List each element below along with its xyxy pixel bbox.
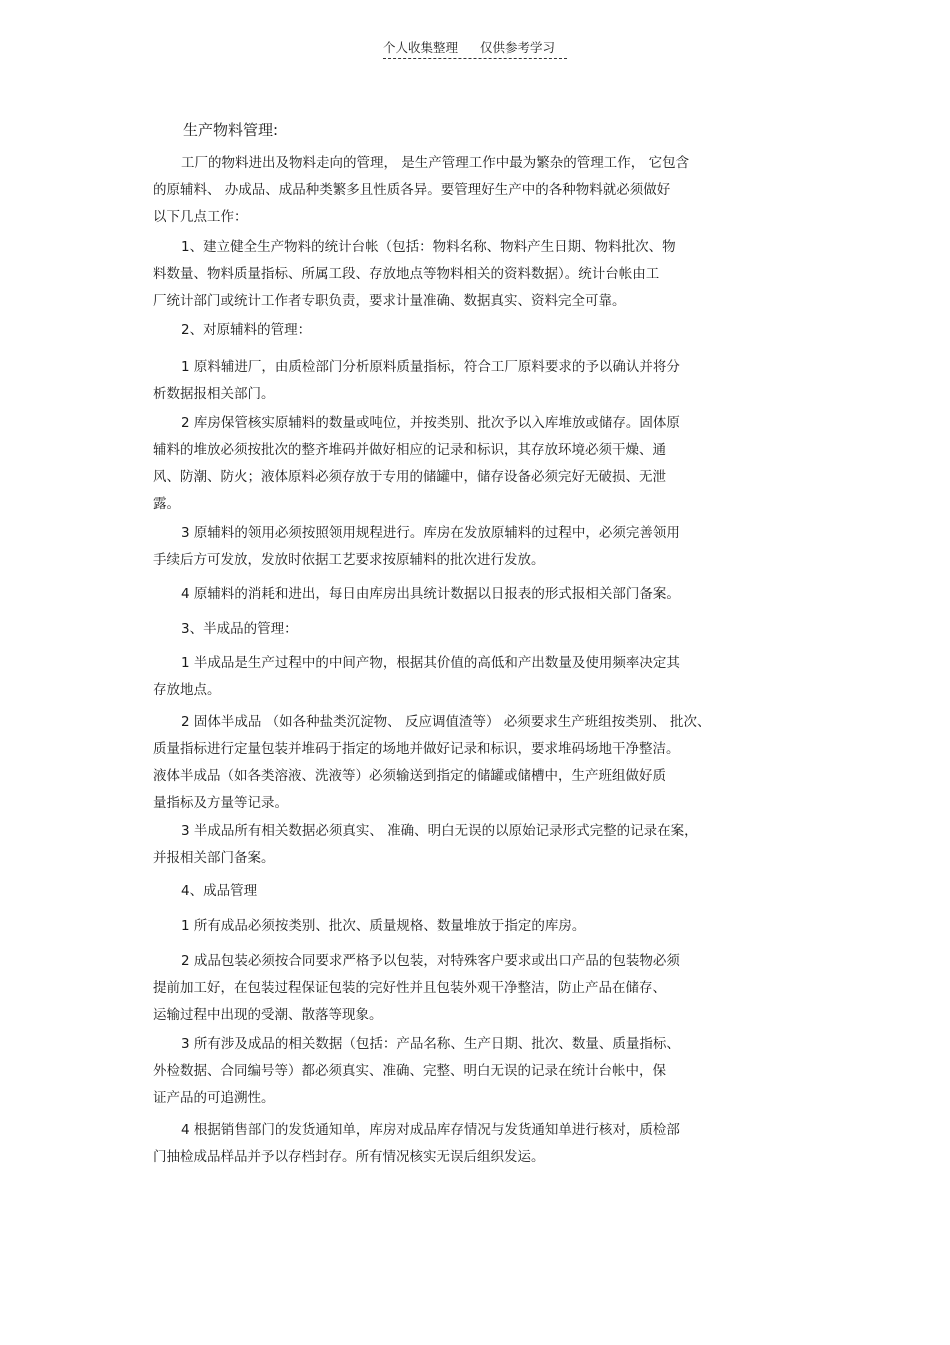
paragraph-line: 工厂的物料进出及物料走向的管理， 是生产管理工作中最为繁杂的管理工作， 它包含	[181, 155, 690, 171]
paragraph	[153, 650, 793, 704]
paragraph-line: 2、对原辅料的管理：	[181, 322, 312, 338]
paragraph-line: 存放地点。	[153, 682, 221, 698]
paragraph-line: 3 所有涉及成品的相关数据（包括：产品名称、生产日期、批次、数量、质量指标、	[181, 1036, 680, 1052]
paragraph-line: 3、半成品的管理：	[181, 621, 298, 637]
paragraph	[153, 520, 793, 574]
paragraph-line: 3 原辅料的领用必须按照领用规程进行。库房在发放原辅料的过程中，必须完善领用	[181, 525, 680, 541]
paragraph-line: 提前加工好，在包装过程保证包装的完好性并且包装外观干净整洁，防止产品在储存、	[153, 980, 666, 996]
paragraph	[153, 913, 793, 940]
paragraph-line: 辅料的堆放必须按批次的整齐堆码并做好相应的记录和标识，其存放环境必须干燥、通	[153, 442, 666, 458]
section-heading	[153, 616, 793, 643]
page-header	[383, 40, 567, 59]
paragraph-line: 质量指标进行定量包装并堆码于指定的场地并做好记录和标识，要求堆码场地干净整洁。	[153, 741, 680, 757]
paragraph	[153, 818, 793, 872]
paragraph-line: 手续后方可发放，发放时依据工艺要求按原辅料的批次进行发放。	[153, 552, 545, 568]
paragraph	[153, 234, 793, 315]
paragraph-line: 并报相关部门备案。	[153, 850, 275, 866]
paragraph	[153, 581, 793, 608]
paragraph-line: 门抽检成品样品并予以存档封存。所有情况核实无误后组织发运。	[153, 1149, 545, 1165]
paragraph-line: 露。	[153, 496, 180, 512]
paragraph	[153, 1117, 793, 1171]
paragraph-line: 外检数据、合同编号等）都必须真实、准确、完整、明白无误的记录在统计台帐中，保	[153, 1063, 666, 1079]
paragraph-line: 4、成品管理	[181, 883, 258, 899]
paragraph-line: 厂统计部门或统计工作者专职负责，要求计量准确、数据真实、资料完全可靠。	[153, 293, 626, 309]
paragraph-line: 2 库房保管核实原辅料的数量或吨位，并按类别、批次予以入库堆放或储存。固体原	[181, 415, 680, 431]
paragraph-line: 1 所有成品必须按类别、批次、质量规格、数量堆放于指定的库房。	[181, 918, 586, 934]
paragraph-line: 风、防潮、防火；液体原料必须存放于专用的储罐中，储存设备必须完好无破损、无泄	[153, 469, 666, 485]
paragraph	[153, 150, 793, 231]
paragraph-line: 以下几点工作：	[153, 209, 248, 225]
paragraph-line: 1、建立健全生产物料的统计台帐（包括：物料名称、物料产生日期、物料批次、物	[181, 239, 676, 255]
paragraph	[153, 354, 793, 408]
paragraph-line: 的原辅料、 办成品、成品种类繁多且性质各异。要管理好生产中的各种物料就必须做好	[153, 182, 671, 198]
paragraph-line: 运输过程中出现的受潮、散落等现象。	[153, 1007, 383, 1023]
paragraph-line: 1 原料辅进厂，由质检部门分析原料质量指标，符合工厂原料要求的予以确认并将分	[181, 359, 680, 375]
paragraph-line: 料数量、物料质量指标、所属工段、存放地点等物料相关的资料数据）。统计台帐由工	[153, 266, 660, 282]
paragraph	[153, 948, 793, 1029]
paragraph-line: 3 半成品所有相关数据必须真实、 准确、明白无误的以原始记录形式完整的记录在案，	[181, 823, 698, 839]
paragraph-line: 液体半成品（如各类溶液、洗液等）必须输送到指定的储罐或储槽中，生产班组做好质	[153, 768, 666, 784]
paragraph-line: 2 成品包装必须按合同要求严格予以包装，对特殊客户要求或出口产品的包装物必须	[181, 953, 680, 969]
paragraph-line: 4 原辅料的消耗和进出，每日由库房出具统计数据以日报表的形式报相关部门备案。	[181, 586, 680, 602]
paragraph-line: 证产品的可追溯性。	[153, 1090, 275, 1106]
paragraph	[153, 410, 793, 518]
paragraph-line: 2 固体半成品 （如各种盐类沉淀物、 反应调值渣等） 必须要求生产班组按类别、 批次、	[181, 714, 711, 730]
paragraph-line: 量指标及方量等记录。	[153, 795, 288, 811]
paragraph-line: 1 半成品是生产过程中的中间产物，根据其价值的高低和产出数量及使用频率决定其	[181, 655, 680, 671]
header-left-text: 个人收集整理	[383, 40, 459, 55]
header-right-text: 仅供参考学习	[480, 40, 556, 55]
document-title: 生产物料管理:	[183, 121, 279, 139]
paragraph	[153, 709, 793, 817]
section-heading	[153, 317, 793, 344]
section-heading	[153, 878, 793, 905]
paragraph-line: 4 根据销售部门的发货通知单，库房对成品库存情况与发货通知单进行核对，质检部	[181, 1122, 680, 1138]
paragraph-line: 析数据报相关部门。	[153, 386, 275, 402]
paragraph	[153, 1031, 793, 1112]
